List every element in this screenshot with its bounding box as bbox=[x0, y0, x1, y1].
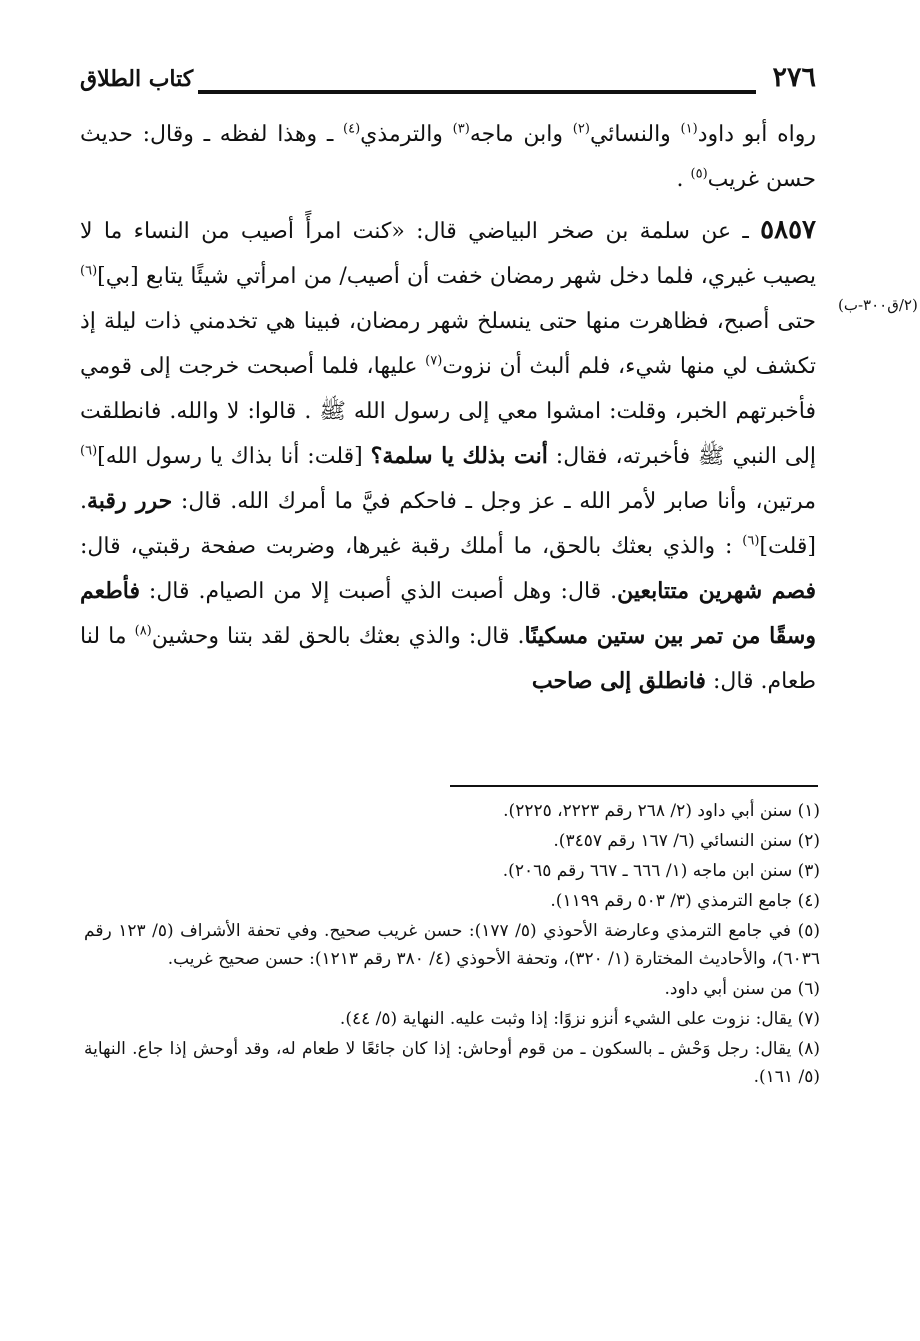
text-run: . قال: والذي بعثك بالحق لقد بتنا وحشين bbox=[151, 624, 525, 649]
footnote: (٦) من سنن أبي داود. bbox=[664, 979, 820, 999]
footnote: (٨) يقال: رجل وَحْش ـ بالسكون ـ من قوم أوحاش: إذا كان جائعًا لا طعام له، وقد أوحش إذا جاع. النهاية (٥/ ١٦١). bbox=[84, 1039, 820, 1087]
text-run: والترمذي bbox=[360, 122, 453, 147]
hadith-number: ٥٨٥٧ bbox=[760, 215, 816, 245]
header-rule bbox=[198, 90, 756, 94]
bold-quote: فصم شهرين متتابعين bbox=[617, 578, 816, 604]
text-run: رواه أبو داود bbox=[697, 122, 816, 147]
text-run: : والذي بعثك بالحق، ما أملك رقبة غيرها، وضربت صفحة رقبتي، قال: bbox=[80, 534, 743, 559]
footnote-ref: (٦) bbox=[742, 533, 760, 549]
text-run: . bbox=[676, 167, 691, 192]
bold-quote: فأطعم وسقًا من تمر بين ستين مسكينًا bbox=[80, 578, 816, 649]
running-header bbox=[80, 62, 816, 102]
footnote: (٤) جامع الترمذي (٣/ ٥٠٣ رقم ١١٩٩). bbox=[550, 891, 820, 911]
paragraph-hadith bbox=[80, 208, 816, 704]
footnote-ref: (٨) bbox=[134, 623, 152, 639]
text-run: حتى أصبح، فظاهرت منها حتى ينسلخ شهر رمضان، فبينا هي تخدمني ذات ليلة إذ تكشف لي منها شيء، فلم ألبث أن نزوت bbox=[80, 309, 816, 379]
footnote: (١) سنن أبي داود (٢/ ٢٦٨ رقم ٢٢٢٣، ٢٢٢٥). bbox=[503, 801, 820, 821]
text-run: وابن ماجه bbox=[469, 122, 573, 147]
footnote: (٣) سنن ابن ماجه (١/ ٦٦٦ ـ ٦٦٧ رقم ٢٠٦٥). bbox=[502, 861, 820, 881]
text-run: ـ وهذا لفظه ـ وقال: حديث حسن غريب bbox=[80, 122, 816, 192]
bracketed-insert: [بي] bbox=[97, 264, 139, 289]
bold-quote: فانطلق إلى صاحب bbox=[531, 668, 706, 694]
bold-quote: حرر رقبة bbox=[87, 488, 173, 514]
footnote-ref: (٥) bbox=[690, 166, 708, 182]
footnote-ref: (٢) bbox=[572, 121, 590, 137]
footnote-ref: (٣) bbox=[452, 121, 470, 137]
text-run: . قال: وهل أصبت الذي أصبت إلا من الصيام. قال: bbox=[139, 579, 618, 604]
page-number: ٢٧٦ bbox=[772, 62, 816, 93]
footnotes bbox=[84, 797, 820, 1217]
text-run: ـ عن سلمة بن صخر البياضي قال: «كنت امرأً أصيب من النساء ما لا يصيب غيري، فلما دخل شهر رمضان خفت أن أصيب/ من امرأتي شيئًا يتابع bbox=[80, 219, 816, 289]
text-run: . [قلت] bbox=[80, 489, 816, 559]
text-run: [قلت: أنا بذاك يا رسول الله] bbox=[97, 444, 371, 469]
footnote: (٥) في جامع الترمذي وعارضة الأحوذي (٥/ ١٧٧): حسن غريب صحيح. وفي تحفة الأشراف (٥/ ١٢٣ رقم ٦٠٣٦)، والأحاديث المختارة (١/ ٣٢٠)، وتحفة الأحوذي (٤/ ٣٨٠ رقم ١٢١٣): حسن صحيح غريب. bbox=[84, 921, 821, 969]
footnote-ref: (٤) bbox=[343, 121, 361, 137]
bold-quote: أنت بذلك يا سلمة؟ bbox=[370, 443, 548, 469]
footnote-ref: (٦) bbox=[80, 443, 98, 459]
footnote-ref: (١) bbox=[680, 121, 698, 137]
footnote-separator bbox=[450, 785, 818, 787]
footnote-ref: (٧) bbox=[425, 353, 443, 369]
footnote: (٢) سنن النسائي (٦/ ١٦٧ رقم ٣٤٥٧). bbox=[553, 831, 820, 851]
text-run: ما لنا طعام. قال: bbox=[80, 624, 816, 694]
text-run: والنسائي bbox=[589, 122, 681, 147]
paragraph-citation bbox=[80, 112, 816, 202]
footnote-ref: (٦) bbox=[80, 263, 98, 279]
text-run: مرتين، وأنا صابر لأمر الله ـ عز وجل ـ فاحكم فيَّ ما أمرك الله. قال: bbox=[172, 489, 816, 514]
footnote: (٧) يقال: نزوت على الشيء أنزو نزوًا: إذا وثبت عليه. النهاية (٥/ ٤٤). bbox=[339, 1009, 820, 1029]
main-text bbox=[80, 112, 816, 772]
manuscript-margin-note: (٢/ق٣٠٠-ب) bbox=[838, 296, 918, 314]
book-title: كتاب الطلاق bbox=[80, 66, 194, 92]
text-run: عليها، فلما أصبحت خرجت إلى قومي فأخبرتهم الخبر، وقلت: امشوا معي إلى رسول الله ﷺ . قالوا: لا والله. فانطلقت إلى النبي ﷺ فأخبرته، فقال: bbox=[80, 354, 817, 469]
